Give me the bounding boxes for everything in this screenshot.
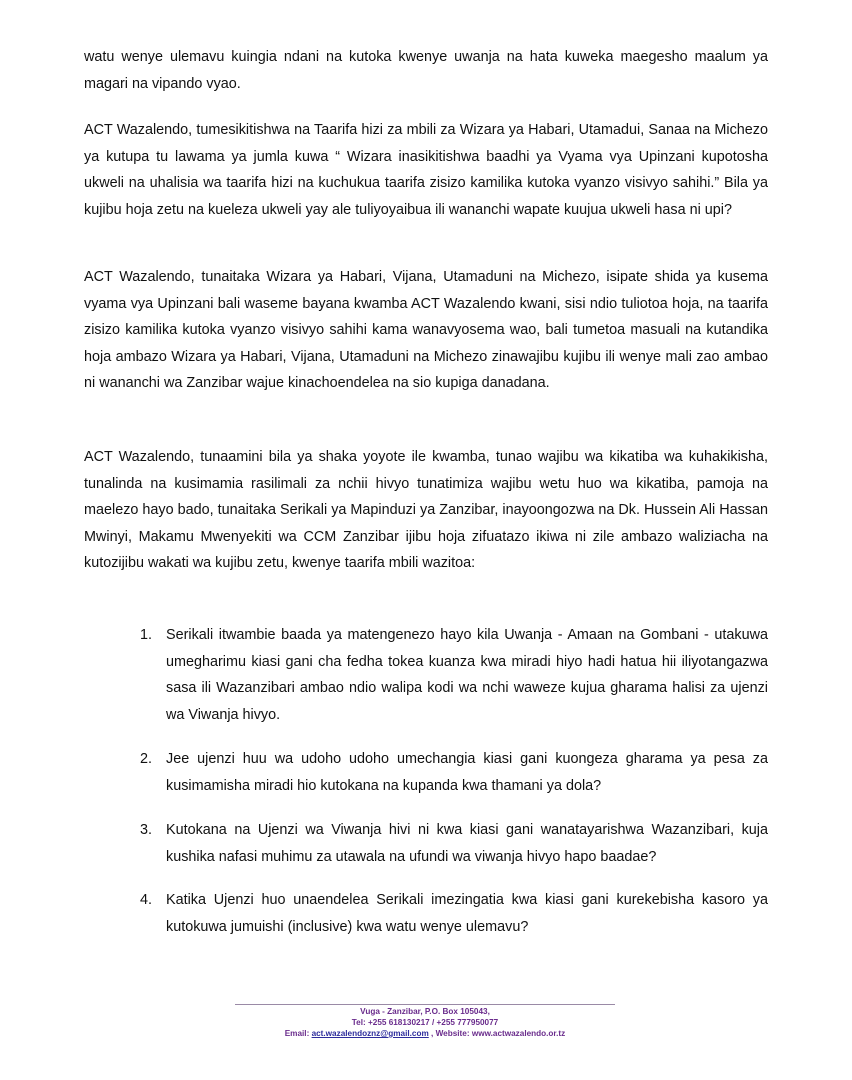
- list-number: 3.: [140, 822, 153, 838]
- list-number: 2.: [140, 751, 153, 767]
- list-number: 4.: [140, 892, 153, 908]
- list-number: 1.: [140, 627, 153, 643]
- list-item: [140, 622, 768, 728]
- list-item: [140, 746, 768, 799]
- footer-telephone: Tel: +255 618130217 / +255 777950077: [351, 1018, 499, 1027]
- list-item: [140, 887, 768, 940]
- footer-divider: [235, 1004, 615, 1005]
- footer-email-label: Email:: [284, 1029, 310, 1038]
- list-text: Jee ujenzi huu wa udoho udoho umechangia kiasi gani kuongeza gharama ya pesa za kusimamisha miradi hio kutokana na kupanda kwa thamani ya dola?: [166, 751, 768, 794]
- footer-website: , Website: www.actwazalendo.or.tz: [431, 1029, 566, 1038]
- paragraph-demand-clarity: ACT Wazalendo, tunaitaka Wizara ya Habari, Vijana, Utamaduni na Michezo, isipate shida ya kusema vyama vya Upinzani bali waseme bayana kwamba ACT Wazalendo kwani, sisi ndio tuliotoa hoja, na taarifa zisizo kamilika kutoka vyanzo visivyo sahihi kama wanavyosema wao, bali tumetoa masuali na kutandika hoja ambazo Wizara ya Habari, Vijana, Utamaduni na Michezo zinawajibu kujibu ili wenye mali zao ambao ni wananchi wa Zanzibar wajue kinachoendelea na sio kupiga danadana.: [84, 269, 768, 391]
- footer-address: Vuga - Zanzibar, P.O. Box 105043,: [360, 1007, 490, 1016]
- list-text: Katika Ujenzi huo unaendelea Serikali imezingatia kwa kiasi gani kurekebisha kasoro ya kutokuwa jumuishi (inclusive) kwa watu wenye ulemavu?: [166, 892, 768, 935]
- paragraph-continuation: watu wenye ulemavu kuingia ndani na kutoka kwenye uwanja na hata kuweka maegesho maalum ya magari na vipando vyao.: [84, 49, 768, 92]
- list-item: [140, 817, 768, 870]
- paragraph-ministry-statement: ACT Wazalendo, tumesikitishwa na Taarifa hizi za mbili za Wizara ya Habari, Utamadui, Sanaa na Michezo ya kutupa tu lawama ya jumla kuwa “ Wizara inasikitishwa baadhi ya Vyama vya Upinzani kupotosha ukweli na uhalisia wa taarifa hizi na kuchukua taarifa zisizo kamilika kutoka vyanzo visivyo sahihi.” Bila ya kujibu hoja zetu na kueleza ukweli yay ale tuliyoyaibua ili wananchi wapate kuujua ukweli hasa ni upi?: [84, 122, 768, 218]
- footer-contact: [150, 1028, 700, 1039]
- list-text: Serikali itwambie baada ya matengenezo hayo kila Uwanja - Amaan na Gombani - utakuwa umegharimu kiasi gani cha fedha tokea kuanza kwa miradi hiyo hadi hatua hii iliyotangazwa sasa ili Wazanzibari ambao ndio walipa kodi wa nchi waweze kujua gharama halisi za ujenzi wa Viwanja hivyo.: [166, 627, 768, 723]
- list-text: Kutokana na Ujenzi wa Viwanja hivi ni kwa kiasi gani wanatayarishwa Wazanzibari, kuja kushika nafasi muhimu za utawala na ufundi wa viwanja hivyo hapo baadae?: [166, 822, 768, 865]
- footer-email-link[interactable]: act.wazalendoznz@gmail.com: [311, 1029, 429, 1038]
- paragraph-constitutional-duty: ACT Wazalendo, tunaamini bila ya shaka yoyote ile kwamba, tunao wajibu wa kikatiba wa kuhakikisha, tunalinda na kusimamia rasilimali za nchii hivyo tunatimiza wajibu wetu huo wa kikatiba, pamoja na maelezo hayo bado, tunaitaka Serikali ya Mapinduzi ya Zanzibar, inayoongozwa na Dk. Hussein Ali Hassan Mwinyi, Makamu Mwenyekiti wa CCM Zanzibar ijibu hoja zifuatazo ikiwa ni zile ambazo waliziacha na kutozijibu wakati wa kujibu zetu, kwenye taarifa mbili wazitoa:: [84, 449, 768, 571]
